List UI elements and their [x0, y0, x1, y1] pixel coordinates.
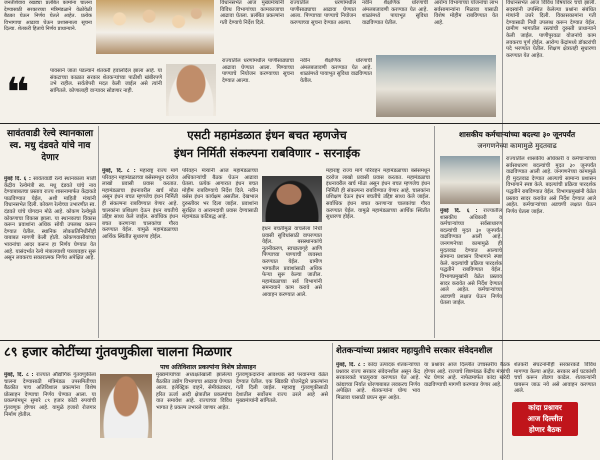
- onion-box-line-2: आज दिल्लीत: [527, 414, 563, 423]
- center-story-col-4: महाराष्ट्र राज्य मार्ग परिवहन महामंडळाच्या बसेसमधून दररोज लाखो प्रवासी प्रवास करतात. महामंडळाचा इंधनावरील खर्च मोठा असून इंधन बचत म्हणजेच इंधन निर्मिती ही संकल्पना राबविण्यात येणार आहे. चालकांना प्रशिक्षण देऊन इंधन बचतीचे उद्दिष्ट साध्य केले जाईल. सर्वाधिक इंधन बचत करणाऱ्या चालकांचा गौरव करण्यात येईल. यामुळे महामंडळाच्या आर्थिक स्थितीत सुधारणा होईल.: [326, 168, 430, 221]
- right-story-headline-2: जनगणनेच्या कामामुळे मुदतवाढ: [477, 142, 557, 150]
- top-strip-col-a: विधानसभेत आज मुख्यमंत्र्यांनी विविध विभागांच्या कामकाजाचा आढावा घेतला. प्रलंबित प्रकल्पांना गती देण्याचे निर्देश दिले.: [220, 0, 284, 26]
- quote-text: पावसाने जाता पडल्याने शेतकरी हवालदिल झाला आहे. या संकटाच्या काळात सरकार शेतकऱ्यांच्या पाठीशी खंबीरपणे उभे राहील. सर्वतोपरी मदत केली जाईल असे त्यांनी सांगितले. कोणालाही वाऱ्यावर सोडणार नाही.: [50, 68, 162, 94]
- top-strip-col-b: राज्यातील धरणांमधील पाणीसाठ्याचा आढावा घेण्यात आला. पिण्याच्या पाण्याचे नियोजन करण्याच्या सूचना देण्यात आल्या.: [290, 0, 356, 26]
- bottom-left-dateline: मुंबई, दि. ८ :: [4, 372, 34, 378]
- bottom-left-col-2: मुख्यमंत्र्यांच्या अध्यक्षतेखाली झालेल्या बैठकीत उद्योग विभागाचा आढावा घेण्यात आला. इलेक्ट्रिक वाहने, सेमीकंडक्टर, हरित ऊर्जा आदी क्षेत्रातील प्रकल्पांचा यात समावेश आहे. राज्याच्या विविध भागात हे प्रकल्प उभारले जाणार आहेत.: [156, 372, 232, 411]
- bottom-right-col-2: या प्रश्नावर आज दिल्लीत उच्चस्तरीय बैठक होणार आहे. राज्याचे शिष्टमंडळ केंद्रीय मंत्र्यांची भेट घेणार आहे. नाफेडमार्फत कांदा खरेदी वाढविण्याची मागणी करण्यात येणार आहे.: [424, 362, 510, 388]
- bottom-left-subhead: पाच अतिविशाल प्रकल्पांना विशेष प्रोत्साहन: [160, 364, 256, 371]
- chief-minister-photo: [100, 374, 152, 438]
- onion-meeting-box: [512, 402, 578, 436]
- top-left-caption: जनतेशिवाय रखड्या प्रलंबित कामांना चालना देण्यासाठी सरकारच्या मंत्रिमंडळाने वेळोवेळी बैठका घेऊन निर्णय घेतले आहेत. प्रत्येक विभागाचा आढावा घेऊन प्रशासनाला सूचना दिल्या. शेतकरी हिताचे निर्णय प्राधान्याने.: [4, 0, 92, 33]
- center-story-col-1: मुंबई, दि. ८ : महाराष्ट्र राज्य मार्ग परिवहन महामंडळाच्या बसेसमधून दररोज लाखो प्रवासी प्रवास करतात. महामंडळाचा इंधनावरील खर्च मोठा असून इंधन बचत म्हणजेच इंधन निर्मिती ही संकल्पना राबविण्यात येणार आहे. चालकांना प्रशिक्षण देऊन इंधन बचतीचे उद्दिष्ट साध्य केले जाईल. सर्वाधिक इंधन बचत करणाऱ्या चालकांचा गौरव करण्यात येईल. यामुळे महामंडळाच्या आर्थिक स्थितीत सुधारणा होईल.: [102, 168, 178, 240]
- center-story-dateline: मुंबई, दि. ८ :: [102, 168, 136, 174]
- center-story-col-3: इंधन बचतीमुळे वाचलेला निधी प्रवासी सुविधांसाठी वापरण्यात येईल. बसस्थानकांचे नूतनीकरण, स्वच्छतागृहे आणि पिण्याच्या पाण्याची व्यवस्था करण्यात येईल. ग्रामीण भागातील प्रवाशांसाठी अधिक फेऱ्या सुरू केल्या जातील. महामंडळाच्या सर्व विभागांनी समन्वयाने काम करावे असे आवाहन करण्यात आले.: [262, 226, 322, 298]
- bottom-left-col-3: गुंतवणूकदारांना आवश्यक सर्व परवानग्या वेळेत देण्यात येतील. एक खिडकी योजनेद्वारे प्रकल्पांना गती दिली जाईल. महाराष्ट्र गुंतवणुकीसाठी देशातील सर्वोत्तम राज्य ठरले आहे असे मुख्यमंत्र्यांनी सांगितले.: [236, 372, 328, 405]
- left-story-dateline: मुंबई दि. ६ :: [4, 176, 31, 182]
- portrait-photo: [166, 64, 216, 116]
- crowd-photo: [96, 0, 214, 54]
- far-right-column: विधानसभेत आज विविध विषयांवर चर्चा झाली. सदस्यांनी उपस्थित केलेल्या प्रश्नांना संबंधित मंत्र्यांनी उत्तरे दिली. विकासकामांना गती देण्यासाठी निधी उपलब्ध करून देण्यात येईल. ग्रामीण भागातील रस्त्यांची दुरुस्ती प्राधान्याने केली जाईल. पाणीपुरवठा योजनांचे काम लवकरच पूर्ण होईल. आरोग्य केंद्रांमध्ये डॉक्टरांची पदे भरण्यात येतील. शिक्षण क्षेत्रातही सुधारणा करण्यात येत आहेत.: [506, 0, 596, 59]
- meeting-photo: [440, 156, 500, 204]
- right-story-body: मुंबई दि. ६ : राज्यातील शासकीय अधिकारी व कर्मचाऱ्यांच्या सर्वसाधारण बदल्यांची मुदत ३० जूनपर्यंत वाढविण्यात आली आहे. जनगणनेच्या कामामुळे ही मुदतवाढ देण्यात आल्याचे सामान्य प्रशासन विभागाने स्पष्ट केले. बदल्यांची प्रक्रिया पारदर्शक पद्धतीने राबविण्यात येईल. विभागप्रमुखांनी वेळेत प्रस्ताव सादर करावेत असे निर्देश देण्यात आले आहेत. कर्मचाऱ्यांच्या अडचणी लक्षात घेऊन निर्णय घेतला जाईल.: [440, 208, 502, 307]
- quote-mark-icon: ❝: [6, 70, 30, 116]
- bottom-right-col-3: शेतकरी संघटनांनीही सरकारकडे विविध मागण्या केल्या आहेत. सरकार सर्व घटकांशी चर्चा करून तोडगा काढेल. शेतकऱ्यांनी घाबरून जाऊ नये असे आवाहन करण्यात आले.: [514, 362, 596, 395]
- minister-photo: [262, 176, 322, 222]
- mid-strip-col-b: नवीन शैक्षणिक धोरणाची अंमलबजावणी करण्यात येत आहे. शाळांमध्ये पायाभूत सुविधा वाढविण्यात येतील.: [300, 58, 372, 84]
- top-strip-col-c: नवीन शैक्षणिक धोरणाची अंमलबजावणी करण्यात येत आहे. शाळांमध्ये पायाभूत सुविधा वाढविण्यात येतील.: [362, 0, 428, 26]
- onion-box-line-1: कांदा प्रश्नावर: [528, 403, 562, 412]
- right-story-headline-1: शासकीय कर्मचाऱ्यांच्या बदल्या ३० जूनपर्यंत: [458, 130, 576, 139]
- center-story-headline-1: एसटी महामंडळात इंधन बचत म्हणजेच: [187, 128, 347, 142]
- top-strip-col-d: आरोग्य विभागाच्या योजनांचा लाभ सर्वसामान्यांना मिळावा यासाठी विशेष मोहीम राबविण्यात येत आहे.: [434, 0, 498, 26]
- bottom-right-headline: शेतकऱ्यांच्या प्रश्नावर महायुतीचे सरकार संवेदनशील: [336, 346, 493, 356]
- left-story-body: [4, 176, 96, 336]
- center-story-col-2: परिवहन मंत्र्यांनी आज महामंडळाच्या अधिकाऱ्यांची बैठक घेऊन आढावा घेतला. प्रत्येक आगारात इंधन बचत मोहीम राबविण्याचे निर्देश दिले. नवीन बसेस इंधन कार्यक्षम असतील. देखभाल दुरुस्तीवर भर दिला जाईल. प्रवाशांना सुरक्षित व आरामदायी प्रवास देण्यासाठी महामंडळ कटिबद्ध आहे.: [182, 168, 258, 221]
- onion-box-line-3: होणार बैठक: [529, 425, 561, 434]
- mid-strip-col-a: राज्यातील धरणांमधील पाणीसाठ्याचा आढावा घेण्यात आला. पिण्याच्या पाण्याचे नियोजन करण्याच्या सूचना देण्यात आल्या.: [222, 58, 294, 84]
- bottom-left-headline: ८९ हजार कोटींच्या गुंतवणुकीला चालना मिळणार: [4, 345, 232, 360]
- bottom-right-col-1: मुंबई, दि. ८ : कांदा उत्पादक शेतकऱ्यांच्या प्रश्नावर राज्य सरकार संवेदनशील असून केंद्र सरकारकडे पाठपुरावा करण्यात येत आहे. कांद्याच्या निर्यात धोरणाबाबत लवकरच निर्णय अपेक्षित आहे. शेतकऱ्यांना योग्य भाव मिळावा यासाठी प्रयत्न सुरू आहेत.: [336, 362, 420, 401]
- left-story-headline: सावंतवाडी रेल्वे स्थानकाला स्व. मधु दंडवते यांचे नाव देणार: [6, 129, 94, 163]
- bottom-left-col-1: मुंबई, दि. ८ : राज्यात औद्योगिक गुंतवणुकीला चालना देण्यासाठी मंत्रिमंडळ उपसमितीच्या बैठकीत पाच अतिविशाल प्रकल्पांना विशेष प्रोत्साहन देण्याचा निर्णय घेण्यात आला. या प्रकल्पांमधून सुमारे ८९ हजार कोटी रुपयांची गुंतवणूक होणार आहे. यामुळे हजारो रोजगार निर्माण होतील.: [4, 372, 96, 418]
- left-story-text: सावंतवाडी रेल्वे स्थानकाला माजी केंद्रीय रेल्वेमंत्री स्व. मधु दंडवते यांचे नाव देण्याबाबतचा प्रस्ताव राज्य शासनामार्फत केंद्राकडे पाठविण्यात येईल, अशी माहिती मंत्र्यांनी विधानसभेत दिली. कोकण रेल्वेच्या उभारणीत स्व. दंडवते यांचे योगदान मोठे आहे. कोकण रेल्वेमुळे कोकणाचा विकास झाला. या स्थानकाचा विकास करून प्रवाशांना अधिक सोयी उपलब्ध करून देण्यात येतील. स्थानिक लोकप्रतिनिधींनीही याबाबत मागणी केली होती. कोकणवासीयांच्या भावनांचा आदर करून हा निर्णय घेण्यात येत आहे. यासंदर्भात रेल्वे मंत्रालयाशी पत्रव्यवहार सुरू असून लवकरच सकारात्मक निर्णय अपेक्षित आहे.: [4, 176, 96, 262]
- right-story-dateline: मुंबई दि. ६ :: [440, 208, 478, 214]
- office-photo: [376, 55, 496, 117]
- bottom-right-dateline: मुंबई, दि. ८ :: [336, 362, 366, 368]
- right-story-col-top: राज्यातील शासकीय अधिकारी व कर्मचाऱ्यांच्या सर्वसाधारण बदल्यांची मुदत ३० जूनपर्यंत वाढविण्यात आली आहे. जनगणनेच्या कामामुळे ही मुदतवाढ देण्यात आल्याचे सामान्य प्रशासन विभागाने स्पष्ट केले. बदल्यांची प्रक्रिया पारदर्शक पद्धतीने राबविण्यात येईल. विभागप्रमुखांनी वेळेत प्रस्ताव सादर करावेत असे निर्देश देण्यात आले आहेत. कर्मचाऱ्यांच्या अडचणी लक्षात घेऊन निर्णय घेतला जाईल.: [506, 156, 596, 215]
- center-story-headline-2: इंधन निर्मिती संकल्पना राबविणार - सरनाईक: [173, 146, 360, 160]
